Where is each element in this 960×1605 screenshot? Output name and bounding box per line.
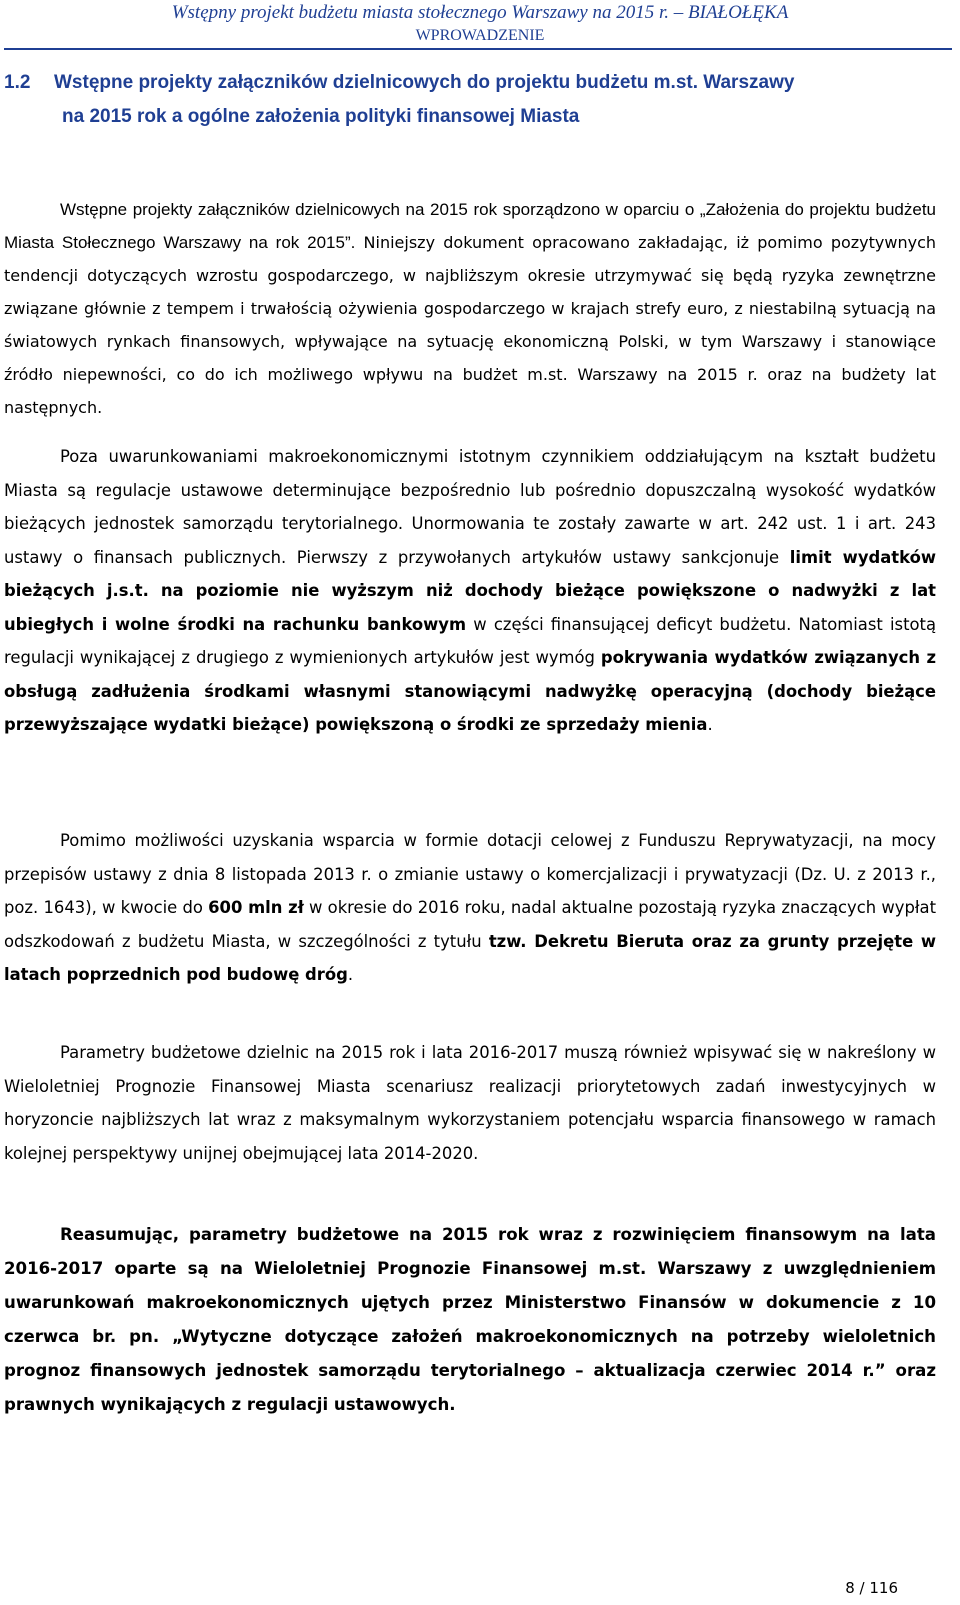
paragraph-1 <box>4 193 936 424</box>
section-number: 1.2 <box>4 72 31 93</box>
paragraph-3-text-a: Pomimo możliwości uzyskania wsparcia w formie dotacji celowej z Funduszu Reprywatyzacji, na mocy przepisów ustawy z dnia 8 listopada 2013 r. o zmianie ustawy o komercjalizacji i prywatyzacji (Dz. U. z 2013 r., poz. 1643), w kwocie do <box>4 831 936 917</box>
running-title: Wstępny projekt budżetu miasta stołecznego Warszawy na 2015 r. – BIAŁOŁĘKA <box>171 2 789 23</box>
paragraph-2-bold-b: pokrywania wydatków związanych z obsługą zadłużenia środkami własnymi stanowiącymi nadwyżkę operacyjną (dochody bieżące przewyższające wydatki bieżące) powiększoną o środki ze sprzedaży mienia <box>4 648 936 734</box>
page-number: 8 / 116 <box>845 1579 898 1597</box>
paragraph-3-bold-b: tzw. Dekretu Bieruta oraz za grunty przejęte w latach poprzednich pod budowę dróg <box>4 931 936 984</box>
paragraph-3 <box>4 824 936 992</box>
section-title <box>4 66 934 134</box>
running-header <box>0 0 960 47</box>
paragraph-2-text-b: w części finansującej deficyt budżetu. Natomiast istotą regulacji wynikającej z drugiego z wymienionych artykułów jest wymóg <box>4 614 936 667</box>
paragraph-1-body: Niniejszy dokument opracowano zakładając, iż pomimo pozytywnych tendencji dotyczących wzrostu gospodarczego, w najbliższym okresie utrzymywać się będą ryzyka zewnętrzne związane głównie z tempem i trwałością ożywienia gospodarczego w krajach strefy euro, z niestabilną sytuacją na światowych rynkach finansowych, wpływające na sytuację ekonomiczną Polski, w tym Warszawy i stanowiące źródło niepewności, co do ich możliwego wpływu na budżet m.st. Warszawy na 2015 r. oraz na budżety lat następnych. <box>4 233 937 417</box>
paragraph-4: Parametry budżetowe dzielnic na 2015 rok i lata 2016-2017 muszą również wpisywać się w nakreślony w Wieloletniej Prognozie Finansowej Miasta scenariusz realizacji priorytetowych zadań inwestycyjnych w horyzoncie najbliższych lat wraz z maksymalnym wykorzystaniem potencjału wsparcia finansowego w ramach kolejnej perspektywy unijnej obejmującej lata 2014-2020. <box>4 1043 936 1163</box>
header-rule <box>4 48 952 50</box>
paragraph-3-text-c: . <box>347 965 354 984</box>
paragraph-3-text-b: w okresie do 2016 roku, nadal aktualne pozostają ryzyka znaczących wypłat odszkodowań z budżetu Miasta, w szczególności z tytułu <box>4 898 936 951</box>
section-title-line1: Wstępne projekty załączników dzielnicowych do projektu budżetu m.st. Warszawy <box>54 72 795 93</box>
section-label: WPROWADZENIE <box>415 27 545 44</box>
section-title-line2: na 2015 rok a ogólne założenia polityki finansowej Miasta <box>62 106 580 127</box>
paragraph-2-bold-a: limit wydatków bieżących j.s.t. na poziomie nie wyższym niż dochody bieżące powiększone o nadwyżki z lat ubiegłych i wolne środki na rachunku bankowym <box>4 547 936 634</box>
paragraph-5-summary: Reasumując, parametry budżetowe na 2015 rok wraz z rozwinięciem finansowym na lata 2016-2017 oparte są na Wieloletniej Prognozie Finansowej m.st. Warszawy z uwzględnieniem uwarunkowań makroekonomicznych ujętych przez Ministerstwo Finansów w dokumencie z 10 czerwca br. pn. „Wytyczne dotyczące założeń makroekonomicznych na potrzeby wieloletnich prognoz finansowych jednostek samorządu terytorialnego – aktualizacja czerwiec 2014 r.” oraz prawnych wynikających z regulacji ustawowych. <box>4 1225 936 1414</box>
paragraph-1-lead: Wstępne projekty załączników dzielnicowych na 2015 rok sporządzono w oparciu o „Założenia do projektu budżetu Miasta Stołecznego Warszawy na rok 2015”. <box>4 200 936 252</box>
paragraph-3-bold-a: 600 mln zł <box>208 898 304 917</box>
paragraph-2 <box>4 440 936 742</box>
paragraph-2-text-c: . <box>707 715 713 734</box>
paragraph-2-text-a: Poza uwarunkowaniami makroekonomicznymi istotnym czynnikiem oddziałującym na kształt budżetu Miasta są regulacje ustawowe determinujące bezpośrednio lub pośrednio dopuszczalną wysokość wydatków bieżących jednostek samorządu terytorialnego. Unormowania te zostały zawarte w art. 242 ust. 1 i art. 243 ustawy o finansach publicznych. Pierwszy z przywołanych artykułów ustawy sankcjonuje <box>4 447 936 567</box>
